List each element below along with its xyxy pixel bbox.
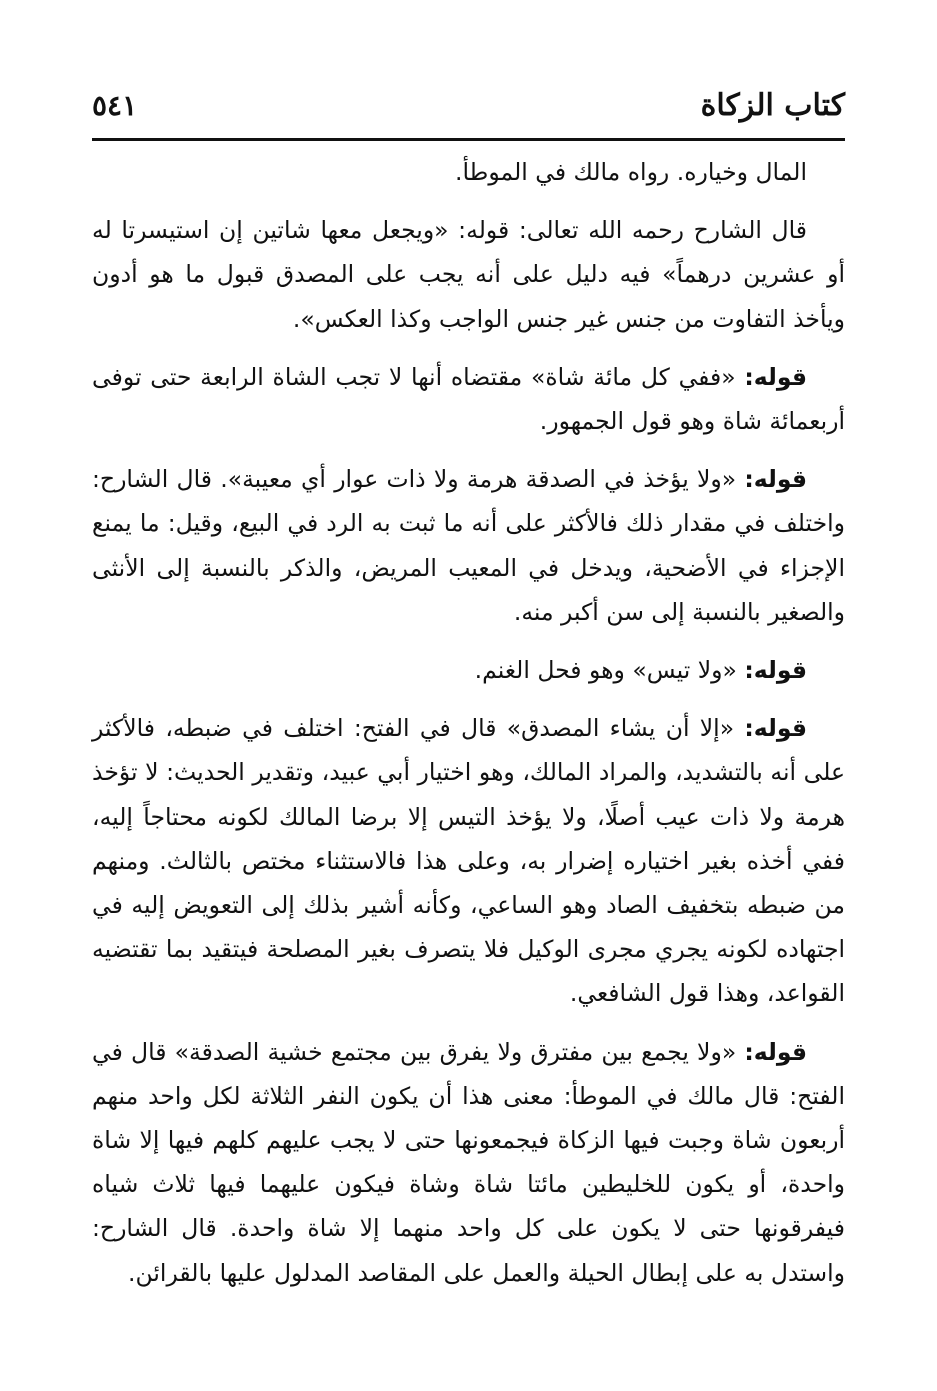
paragraph-lead: قوله:: [744, 362, 807, 391]
paragraph-lead: قوله:: [744, 465, 807, 494]
paragraph-lead: قوله:: [744, 714, 807, 743]
paragraph-text: «ولا يؤخذ في الصدقة هرمة ولا ذات عوار أي معيبة». قال الشارح: واختلف في مقدار ذلك فالأكثر على أنه ما ثبت به الرد في البيع، وقيل: ما يمنع الإجزاء في الأضحية، ويدخل في المعيب المريض، والذكر بالنسبة إلى الأنثى والصغير بالنسبة إلى سن أكبر منه.: [92, 465, 845, 626]
paragraph-lead: قوله:: [744, 656, 807, 685]
header-rule: [92, 138, 845, 141]
page-number: ٥٤١: [92, 89, 138, 122]
paragraph-3: [92, 355, 845, 443]
paragraph-5: [92, 648, 845, 692]
paragraph-text: «ولا تيس» وهو فحل الغنم.: [474, 656, 745, 685]
paragraph-4: [92, 457, 845, 634]
body-text: [92, 150, 845, 1309]
paragraph-text: المال وخياره. رواه مالك في الموطأ.: [455, 158, 807, 186]
running-title: كتاب الزكاة: [700, 88, 845, 123]
paragraph-text: «ففي كل مائة شاة» مقتضاه أنها لا تجب الشاة الرابعة حتى توفى أربعمائة شاة وهو قول الجمهور.: [92, 362, 845, 436]
paragraph-6: [92, 706, 845, 1015]
page-header: [92, 78, 845, 136]
paragraph-lead: قوله:: [744, 1037, 807, 1066]
paragraph-text: قال الشارح رحمه الله تعالى: قوله: «ويجعل معها شاتين إن استيسرتا له أو عشرين درهماً» فيه دليل على أنه يجب على المصدق قبول ما هو أدون ويأخذ التفاوت من جنس غير جنس الواجب وكذا العكس».: [92, 216, 845, 333]
paragraph-2: [92, 208, 845, 341]
paragraph-text: «ولا يجمع بين مفترق ولا يفرق بين مجتمع خشية الصدقة» قال في الفتح: قال مالك في الموطأ: معنى هذا أن يكون النفر الثلاثة لكل واحد منهم أربعون شاة وجبت فيها الزكاة فيجمعونها حتى لا يجب عليهم كلهم فيها إلا شاة واحدة، أو يكون للخليطين مائتا شاة وشاة فيكون عليهما فيها ثلاث شياه فيفرقونها حتى لا يكون على كل واحد منهما إلا شاة واحدة. قال الشارح: واستدل به على إبطال الحيلة والعمل على المقاصد المدلول عليها بالقرائن.: [92, 1037, 845, 1287]
paragraph-1: [92, 150, 845, 194]
paragraph-text: «إلا أن يشاء المصدق» قال في الفتح: اختلف في ضبطه، فالأكثر على أنه بالتشديد، والمراد المالك، وهو اختيار أبي عبيد، وتقدير الحديث: لا تؤخذ هرمة ولا ذات عيب أصلًا، ولا يؤخذ التيس إلا برضا المالك لكونه محتاجاً إليه، ففي أخذه بغير اختياره إضرار به، وعلى هذا فالاستثناء مختص بالثالث. ومنهم من ضبطه بتخفيف الصاد وهو الساعي، وكأنه أشير بذلك إلى التعويض إليه في اجتهاده لكونه يجري مجرى الوكيل فلا يتصرف بغير المصلحة فيتقيد بما تقتضيه القواعد، وهذا قول الشافعي.: [92, 714, 845, 1008]
paragraph-7: [92, 1030, 845, 1295]
